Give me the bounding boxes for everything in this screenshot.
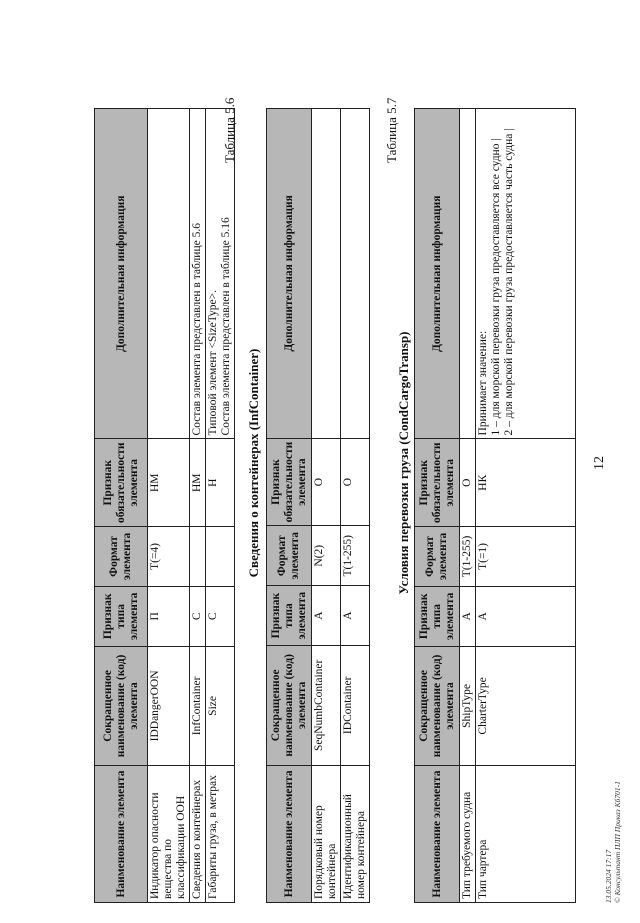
cell-required: Н <box>206 439 235 527</box>
document-footer <box>604 781 622 903</box>
info-option: 2 – для морской перевозки груза предоставляется часть судна | <box>503 128 515 436</box>
cell-required: О <box>341 438 370 526</box>
col-header-format: Формат элемента <box>267 526 312 586</box>
cell-format <box>206 527 235 587</box>
cell-info <box>476 109 576 439</box>
cell-format <box>190 527 206 587</box>
cell-name: Идентификационный номер контейнера <box>341 765 370 902</box>
col-header-short: Сокращенное наименование (код) элемента <box>95 646 148 765</box>
table-cargo-transport-conditions <box>414 108 576 903</box>
col-header-name: Наименование элемента <box>95 766 148 903</box>
cell-required: О <box>312 438 341 526</box>
table-label: Таблица 5.6 <box>222 97 237 163</box>
table-row <box>341 109 370 903</box>
col-header-format: Формат элемента <box>95 527 148 587</box>
footer-source: © Консультант ПЛП Приказ Кб701-1 <box>613 781 622 903</box>
info-option: 1 – для морской перевозки груза предоставляется все судно | <box>490 138 502 436</box>
cell-type: С <box>206 586 235 646</box>
col-header-format: Формат элемента <box>415 527 460 587</box>
cell-type: С <box>190 586 206 646</box>
info-line: Состав элемента представлен в таблице 5.16 <box>220 217 232 436</box>
cell-required: О <box>460 439 476 527</box>
cell-required: НМ <box>148 439 190 527</box>
col-header-required: Признак обязательности элемента <box>415 439 460 527</box>
cell-name: Тип чартера <box>476 766 576 903</box>
cell-format: Т(1-255) <box>460 527 476 587</box>
cell-info <box>341 109 370 439</box>
table-row <box>190 109 206 903</box>
col-header-name: Наименование элемента <box>267 765 312 902</box>
cell-required: НК <box>476 439 576 527</box>
col-header-name: Наименование элемента <box>415 766 460 903</box>
cell-code: CharterType <box>476 646 576 765</box>
table-label: Таблица 5.7 <box>384 97 399 163</box>
cell-info <box>148 109 190 439</box>
table-cargo-continued <box>94 108 235 903</box>
cell-code: IDDangerOON <box>148 646 190 765</box>
table-containers <box>266 108 370 903</box>
cell-type: А <box>460 586 476 646</box>
cell-type: П <box>148 586 190 646</box>
cell-info: Состав элемента представлен в таблице 5.6 <box>190 109 206 439</box>
table-row <box>460 109 476 903</box>
col-header-short: Сокращенное наименование (код) элемента <box>415 646 460 765</box>
section-title: Условия перевозки груза (CondCargoTransp) <box>396 331 411 595</box>
col-header-type: Признак типа элемента <box>95 586 148 646</box>
cell-code: SeqNumbContainer <box>312 646 341 766</box>
table-header-row <box>95 109 148 903</box>
cell-required: НМ <box>190 439 206 527</box>
table-row <box>148 109 190 903</box>
cell-format: Т(=4) <box>148 527 190 587</box>
cell-format: N(2) <box>312 526 341 586</box>
cell-info <box>460 109 476 439</box>
cell-format: Т(=1) <box>476 527 576 587</box>
cell-name: Порядковый номер контейнера <box>312 765 341 902</box>
col-header-info: Дополнительная информация <box>95 109 148 439</box>
cell-type: А <box>312 586 341 646</box>
col-header-short: Сокращенное наименование (код) элемента <box>267 646 312 766</box>
cell-format: Т(1-255) <box>341 526 370 586</box>
page-number: 12 <box>592 456 607 470</box>
cell-code: Size <box>206 646 235 765</box>
cell-type: А <box>341 586 370 646</box>
col-header-type: Признак типа элемента <box>267 586 312 646</box>
table-header-row <box>415 109 460 903</box>
info-line: Типовой элемент <SizeType>. <box>207 290 219 436</box>
table-row <box>476 109 576 903</box>
cell-code: IDContainer <box>341 646 370 766</box>
cell-type: А <box>476 586 576 646</box>
cell-code: ShipType <box>460 646 476 765</box>
footer-date: 13.05.2024 17:17 <box>604 849 613 903</box>
table-header-row <box>267 109 312 903</box>
col-header-info: Дополнительная информация <box>415 109 460 439</box>
cell-name: Тип требуемого судна <box>460 766 476 903</box>
col-header-info: Дополнительная информация <box>267 109 312 439</box>
col-header-required: Признак обязательности элемента <box>95 439 148 527</box>
cell-code: InfContainer <box>190 646 206 765</box>
col-header-required: Признак обязательности элемента <box>267 438 312 526</box>
table-row <box>206 109 235 903</box>
table-row <box>312 109 341 903</box>
info-line: Принимает значение: <box>477 330 489 436</box>
col-header-type: Признак типа элемента <box>415 586 460 646</box>
cell-name: Сведения о контейнерах <box>190 766 206 903</box>
cell-name: Индикатор опасности вещества по классификации ООН <box>148 766 190 903</box>
cell-name: Габариты груза, в метрах <box>206 766 235 903</box>
section-title: Сведения о контейнерах (InfContainer) <box>246 348 261 578</box>
cell-info <box>312 109 341 439</box>
